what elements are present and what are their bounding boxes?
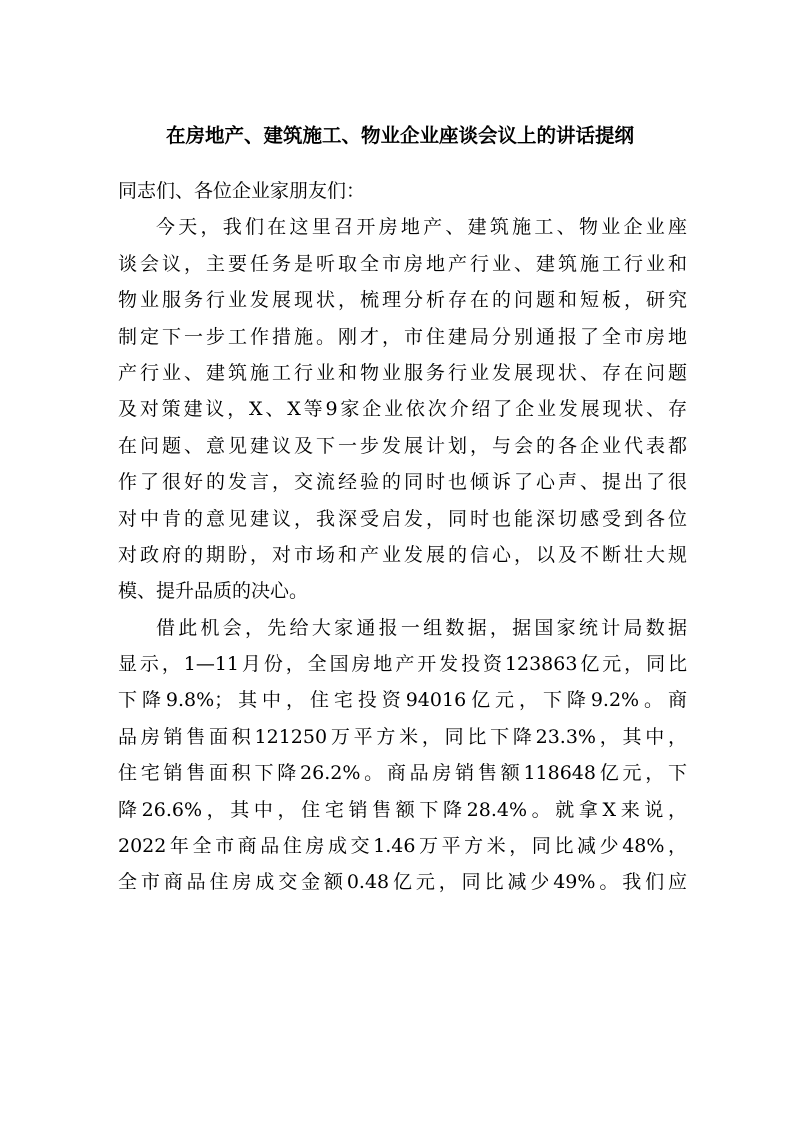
paragraph-line: 显示，1—11月份，全国房地产开发投资123863亿元，同比 <box>118 653 687 676</box>
paragraph-line: 下降9.8%；其中，住宅投资94016亿元，下降9.2%。商 <box>118 689 687 712</box>
salutation: 同志们、各位企业家朋友们： <box>118 180 366 202</box>
paragraph-line: 降26.6%，其中，住宅销售额下降28.4%。就拿X来说， <box>118 798 687 821</box>
paragraph-line: 2022年全市商品住房成交1.46万平方米，同比减少48%， <box>118 835 687 858</box>
document-title: 在房地产、建筑施工、物业企业座谈会议上的讲话提纲 <box>165 124 634 147</box>
paragraph-line: 今天，我们在这里召开房地产、建筑施工、物业企业座 <box>156 216 687 239</box>
paragraph-2 <box>118 610 687 901</box>
paragraph-line: 及对策建议，X、X等9家企业依次介绍了企业发展现状、存 <box>118 398 687 421</box>
paragraph-line: 全市商品住房成交金额0.48亿元，同比减少49%。我们应 <box>118 871 687 894</box>
paragraph-line: 物业服务行业发展现状，梳理分析存在的问题和短板，研究 <box>118 289 687 312</box>
paragraph-line: 谈会议，主要任务是听取全市房地产行业、建筑施工行业和 <box>118 252 687 275</box>
paragraph-line: 模、提升品质的决心。 <box>118 580 309 603</box>
paragraph-line: 产行业、建筑施工行业和物业服务行业发展现状、存在问题 <box>118 361 687 384</box>
paragraph-line: 制定下一步工作措施。刚才，市住建局分别通报了全市房地 <box>118 325 687 348</box>
paragraph-line: 品房销售面积121250万平方米，同比下降23.3%，其中， <box>118 725 687 748</box>
paragraph-line: 对政府的期盼，对市场和产业发展的信心，以及不断壮大规 <box>118 543 687 566</box>
paragraph-line: 对中肯的意见建议，我深受启发，同时也能深切感受到各位 <box>118 507 687 530</box>
paragraph-line: 借此机会，先给大家通报一组数据，据国家统计局数据 <box>156 616 687 639</box>
paragraph-line: 作了很好的发言，交流经验的同时也倾诉了心声、提出了很 <box>118 471 687 494</box>
document-body <box>118 173 687 901</box>
paragraph-line: 住宅销售面积下降26.2%。商品房销售额118648亿元，下 <box>118 762 687 785</box>
paragraph-1 <box>118 209 687 609</box>
paragraph-line: 在问题、意见建议及下一步发展计划，与会的各企业代表都 <box>118 434 687 457</box>
